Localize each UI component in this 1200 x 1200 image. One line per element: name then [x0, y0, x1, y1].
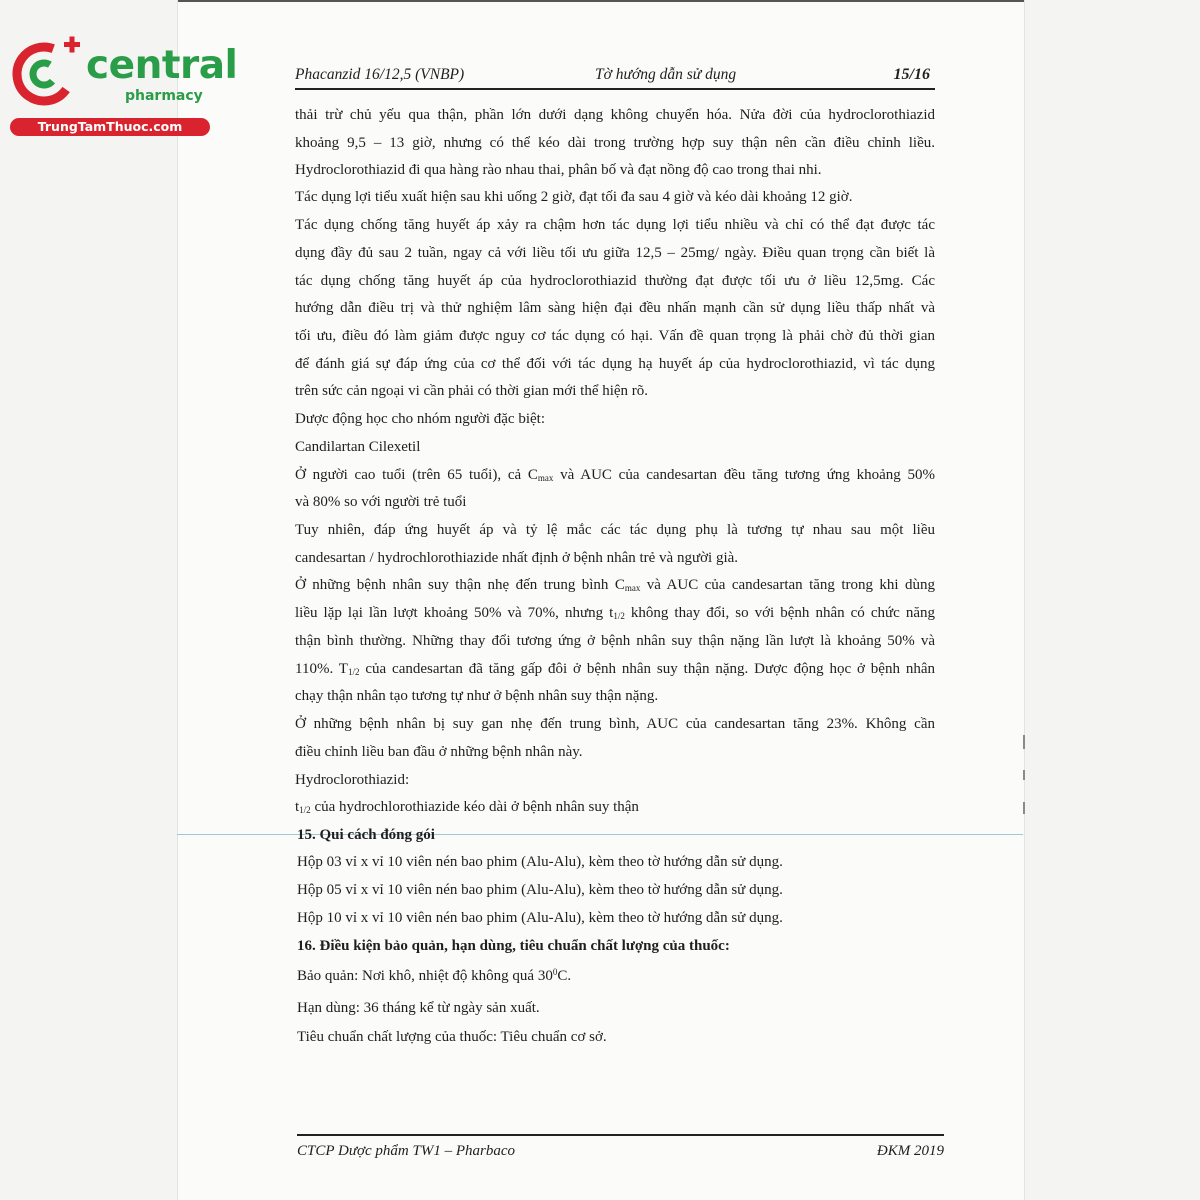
packaging-item: Hộp 05 vỉ x vỉ 10 viên nén bao phim (Alu-Alu), kèm theo tờ hướng dẫn sử dụng. [297, 882, 783, 898]
body-line: hướng dẫn điều trị và thử nghiệm lâm sàng hiện đại đều nhấn mạnh cần sử dụng liều thấp nhất và [295, 300, 935, 316]
footer-code: ĐKM 2019 [876, 1143, 944, 1159]
scan-speck [1023, 802, 1025, 814]
body-line: khoảng 9,5 – 13 giờ, nhưng có thể kéo dài trong trường hợp suy thận nên cần điều chỉnh liều. [295, 135, 935, 151]
footer-company: CTCP Dược phẩm TW1 – Pharbaco [297, 1143, 515, 1159]
header-product-name: Phacanzid 16/12,5 (VNBP) [295, 66, 465, 83]
body-line: liều lặp lại lần lượt khoảng 50% và 70%, nhưng $t_{1/2}$ không thay đổi, so với bệnh nhân có chức năng [295, 605, 935, 621]
body-line: Ở những bệnh nhân bị suy gan nhẹ đến trung bình, AUC của candesartan tăng 23%. Không cần [295, 716, 935, 732]
subheading: Hydroclorothiazid: [295, 772, 410, 788]
storage-condition: Bảo quản: Nơi khô, nhiệt độ không quá $30^0C$. [297, 967, 572, 984]
pharmacy-logo-mark-icon [8, 36, 88, 108]
body-line: điều chỉnh liều ban đầu ở những bệnh nhân này. [295, 744, 583, 760]
body-line: 110%. $T_{1/2}$ của candesartan đã tăng gấp đôi ở bệnh nhân suy thận nặng. Dược động học ở bệnh nhân [295, 661, 935, 677]
body-line: Hydroclorothiazid đi qua hàng rào nhau thai, phân bố và đạt nồng độ cao trong thai nhi. [295, 162, 822, 178]
scan-speck [1023, 770, 1025, 780]
section-heading: 15. Qui cách đóng gói [297, 827, 435, 843]
page-header [295, 64, 935, 90]
body-line: $t_{1/2}$ của hydrochlorothiazide kéo dài ở bệnh nhân suy thận [295, 799, 639, 815]
logo-url-badge: TrungTamThuoc.com [10, 118, 210, 136]
body-line: dụng đầy đủ sau 2 tuần, ngay cả với liều tối ưu giữa 12,5 – 25mg/ ngày. Điều quan trọng cần biết là [295, 245, 935, 261]
body-line: Ở những bệnh nhân suy thận nhẹ đến trung bình $C_{max}$ và AUC của candesartan tăng trong khi dùng [295, 577, 935, 593]
body-line: Ở người cao tuổi (trên 65 tuổi), cả $C_{max}$ và AUC của candesartan đều tăng tương ứng khoảng 50% [295, 467, 935, 483]
header-page-number: 15/16 [893, 66, 930, 83]
body-line: để đánh giá sự đáp ứng của cơ thể đối với tác dụng hạ huyết áp của hydroclorothiazid, vì tác dụng [295, 356, 935, 372]
body-line: Tuy nhiên, đáp ứng huyết áp và tỷ lệ mắc các tác dụng phụ là tương tự nhau sau một liều [295, 522, 935, 538]
section-heading: 16. Điều kiện bảo quản, hạn dùng, tiêu chuẩn chất lượng của thuốc: [297, 938, 730, 954]
quality-standard: Tiêu chuẩn chất lượng của thuốc: Tiêu chuẩn cơ sở. [297, 1029, 607, 1045]
page-footer [297, 1134, 944, 1166]
body-line: tối ưu, điều đó làm giảm được nguy cơ tác dụng có hại. Vấn đề quan trọng là phải chờ đủ thời gian [295, 328, 935, 344]
drug-name: Candilartan Cilexetil [295, 439, 421, 455]
subheading: Dược động học cho nhóm người đặc biệt: [295, 411, 545, 427]
body-line: chạy thận nhân tạo tương tự như ở bệnh nhân suy thận nặng. [295, 688, 659, 704]
body-line: Tác dụng lợi tiểu xuất hiện sau khi uống 2 giờ, đạt tối đa sau 4 giờ và kéo dài khoảng 12 giờ. [295, 189, 853, 205]
body-line: Tác dụng chống tăng huyết áp xảy ra chậm hơn tác dụng lợi tiểu nhiều và chỉ có thể đạt được tác [295, 217, 935, 233]
logo-brand-name: central [86, 43, 238, 88]
scan-top-edge [178, 0, 1024, 2]
body-line: thải trừ chủ yếu qua thận, phần lớn dưới dạng không chuyển hóa. Nửa đời của hydroclorothiazid [295, 107, 935, 123]
body-line: tác dụng chống tăng huyết áp của hydroclorothiazid thường đạt được tối ưu ở liều 12,5mg. Các [295, 273, 935, 289]
body-line: thận bình thường. Những thay đổi tương ứng ở bệnh nhân suy thận nặng lần lượt là khoảng 50% và [295, 633, 935, 649]
packaging-item: Hộp 03 vỉ x vỉ 10 viên nén bao phim (Alu-Alu), kèm theo tờ hướng dẫn sử dụng. [297, 854, 783, 870]
logo-subtitle: pharmacy [125, 88, 203, 104]
scan-speck [1023, 735, 1025, 749]
body-line: trên sức cản ngoại vi cần phải có thời gian mới thể hiện rõ. [295, 383, 649, 399]
body-line: và 80% so với người trẻ tuổi [295, 494, 467, 510]
document-page [177, 0, 1025, 1200]
packaging-item: Hộp 10 vỉ x vỉ 10 viên nén bao phim (Alu-Alu), kèm theo tờ hướng dẫn sử dụng. [297, 910, 783, 926]
header-document-title: Tờ hướng dẫn sử dụng [595, 66, 737, 83]
shelf-life: Hạn dùng: 36 tháng kể từ ngày sản xuất. [297, 1000, 540, 1016]
body-line: candesartan / hydrochlorothiazide nhất định ở bệnh nhân trẻ và người già. [295, 550, 739, 566]
